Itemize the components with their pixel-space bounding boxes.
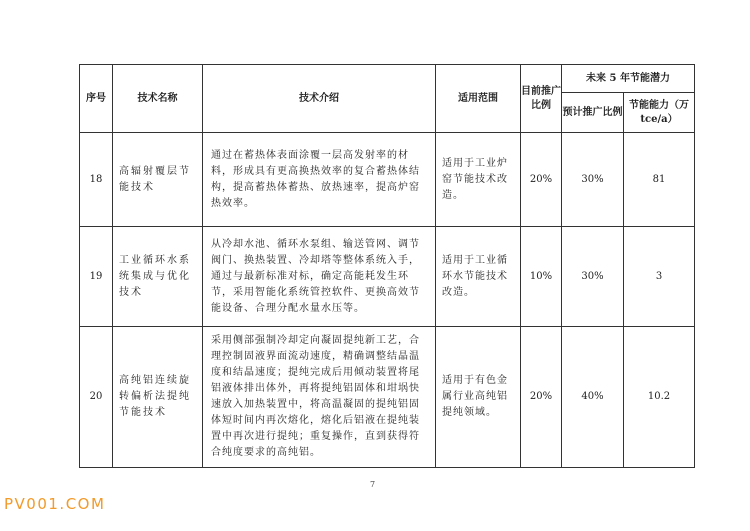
page-number: 7 (370, 480, 376, 489)
row-tech-intro: 从冷却水池、循环水泵组、输送管网、调节阀门、换热装置、冷却塔等整体系统入手，通过与最新标准对标，确定高能耗发生环节，采用智能化系统管控软件、更换高效节能设备、合理分配水量水压等。 (203, 227, 436, 327)
row-index: 20 (80, 327, 113, 468)
header-name: 技术名称 (113, 65, 203, 133)
table-row (80, 227, 695, 327)
row-current-ratio: 10% (521, 227, 562, 327)
table-row (80, 327, 695, 468)
header-index: 序号 (80, 65, 113, 133)
row-tech-name: 高纯铝连续旋转偏析法提纯节能技术 (113, 327, 203, 468)
row-expected-ratio: 30% (562, 133, 624, 227)
row-saving-capacity: 3 (624, 227, 695, 327)
row-tech-intro: 通过在蓄热体表面涂覆一层高发射率的材料，形成具有更高换热效率的复合蓄热体结构，提高蓄热体蓄热、放热速率，提高炉窑热效率。 (203, 133, 436, 227)
row-index: 19 (80, 227, 113, 327)
header-potential-group: 未来 5 年节能潜力 (562, 65, 695, 93)
header-saving-capacity: 节能能力（万 tce/a） (624, 93, 695, 133)
row-scope: 适用于工业循环水节能技术改造。 (436, 227, 521, 327)
header-intro: 技术介绍 (203, 65, 436, 133)
row-scope: 适用于有色金属行业高纯铝提纯领域。 (436, 327, 521, 468)
row-saving-capacity: 81 (624, 133, 695, 227)
header-current-ratio: 目前推广比例 (521, 65, 562, 133)
header-expected-ratio: 预计推广比例 (562, 93, 624, 133)
energy-tech-table (79, 64, 695, 468)
table-row (80, 133, 695, 227)
header-scope: 适用范围 (436, 65, 521, 133)
row-expected-ratio: 40% (562, 327, 624, 468)
row-saving-capacity: 10.2 (624, 327, 695, 468)
row-current-ratio: 20% (521, 327, 562, 468)
row-tech-intro: 采用侧部强制冷却定向凝固提纯新工艺，合理控制固液界面流动速度，精确调整结晶温度和结晶速度；提纯完成后用倾动装置将尾铝液体排出体外，再将提纯铝固体和坩埚快速放入加热装置中，将高温凝固的提纯铝固体短时间内再次熔化，熔化后铝液在提纯装置中再次进行提纯；重复操作，直到获得符合纯度要求的高纯铝。 (203, 327, 436, 468)
row-index: 18 (80, 133, 113, 227)
row-current-ratio: 20% (521, 133, 562, 227)
row-expected-ratio: 30% (562, 227, 624, 327)
watermark-text: PV001.COM (4, 495, 106, 513)
row-tech-name: 工业循环水系统集成与优化技术 (113, 227, 203, 327)
row-scope: 适用于工业炉窑节能技术改造。 (436, 133, 521, 227)
row-tech-name: 高辐射覆层节能技术 (113, 133, 203, 227)
